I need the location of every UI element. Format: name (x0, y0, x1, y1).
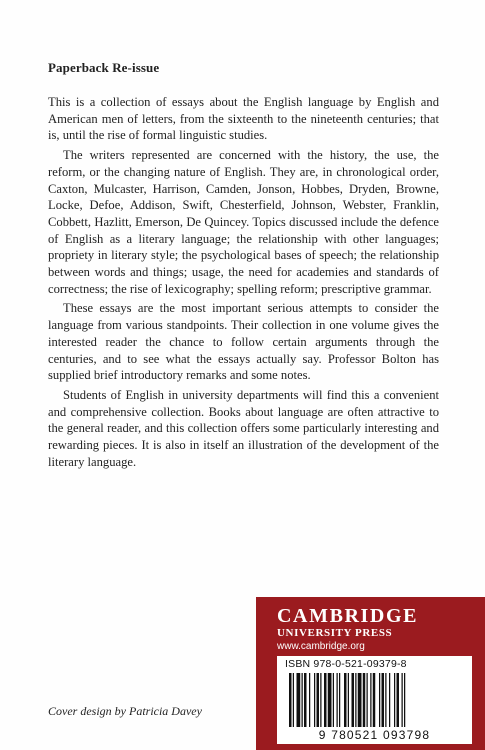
barcode-bar (373, 673, 376, 727)
barcode-bar (302, 673, 303, 727)
barcode-bar (389, 673, 390, 727)
barcode-bar (328, 673, 332, 727)
publisher-logo-subname: UNIVERSITY PRESS (277, 627, 393, 639)
barcode-bar (297, 673, 301, 727)
barcode-bar (370, 673, 371, 727)
barcode-bar (367, 673, 368, 727)
paragraph: Students of English in university departments will find this a convenient and comprehensive collection. Books about language are often attractive to the general reader, and this collection offers some particularly interesting and rewarding pieces. It is also in itself an illustration of the development of the literary language. (48, 387, 439, 469)
barcode-bar (385, 673, 386, 727)
barcode-bar (293, 673, 294, 727)
barcode-bar (379, 673, 380, 727)
barcode-bar (355, 673, 356, 727)
barcode-bar (304, 673, 307, 727)
barcode-bar (333, 673, 334, 727)
barcode-bar (317, 673, 320, 727)
barcode-bar (289, 673, 292, 727)
barcode-bar (358, 673, 362, 727)
barcode-bar (402, 673, 403, 727)
barcode-bar (363, 673, 366, 727)
barcode-digits: 9 780521 093798 (318, 728, 431, 742)
paragraph: This is a collection of essays about the English language by English and American men of letters, from the sixteenth to the nineteenth centuries; that is, until the rise of formal linguistic studies. (48, 95, 439, 143)
isbn-label: ISBN 978-0-521-09379-8 (285, 658, 407, 670)
paragraph: The writers represented are concerned with the history, the use, the reform, or the changing nature of English. They are, in chronological order, Caxton, Mulcaster, Harrison, Camden, Jonson, Hobbes, Dryden, Browne, Locke, Defoe, Addison, Swift, Chesterfield, Johnson, Webster, Franklin, Cobbett, Hazlitt, Emerson, De Quincey. Topics discussed include the defence of English as a literary language; the relationship with other languages; propriety in literary style; the psychological bases of speech; the relationship between words and things; usage, the need for academies and standards of correctness; the rise of lexicography; spelling reform; prescriptive grammar. (48, 148, 439, 296)
barcode-bar (339, 673, 340, 727)
barcode-bar (404, 673, 405, 727)
isbn-barcode-box (277, 656, 472, 744)
barcode-bar (337, 673, 338, 727)
barcode-bar (394, 673, 395, 727)
cover-design-credit: Cover design by Patricia Davey (48, 704, 202, 718)
barcode-bar (314, 673, 315, 727)
barcode-bar (324, 673, 327, 727)
barcode-bar (348, 673, 349, 727)
paragraph: These essays are the most important serious attempts to consider the language from various standpoints. Their collection in one volume gives the interested reader the chance to follow certain arguments through the centuries, and to see what the essays actually say. Professor Bolton has supplied brief introductory remarks and some notes. (48, 301, 439, 383)
publisher-logo-name: CAMBRIDGE (277, 605, 419, 627)
barcode-icon (285, 673, 465, 727)
barcode-bar (352, 673, 355, 727)
publisher-panel (256, 597, 485, 750)
barcode-bar (320, 673, 321, 727)
barcode-bar (344, 673, 347, 727)
barcode-bar (382, 673, 385, 727)
description-text (48, 94, 439, 473)
publisher-url: www.cambridge.org (277, 641, 365, 652)
barcode-bar (397, 673, 400, 727)
section-heading: Paperback Re-issue (48, 60, 160, 75)
barcode-bar (309, 673, 310, 727)
